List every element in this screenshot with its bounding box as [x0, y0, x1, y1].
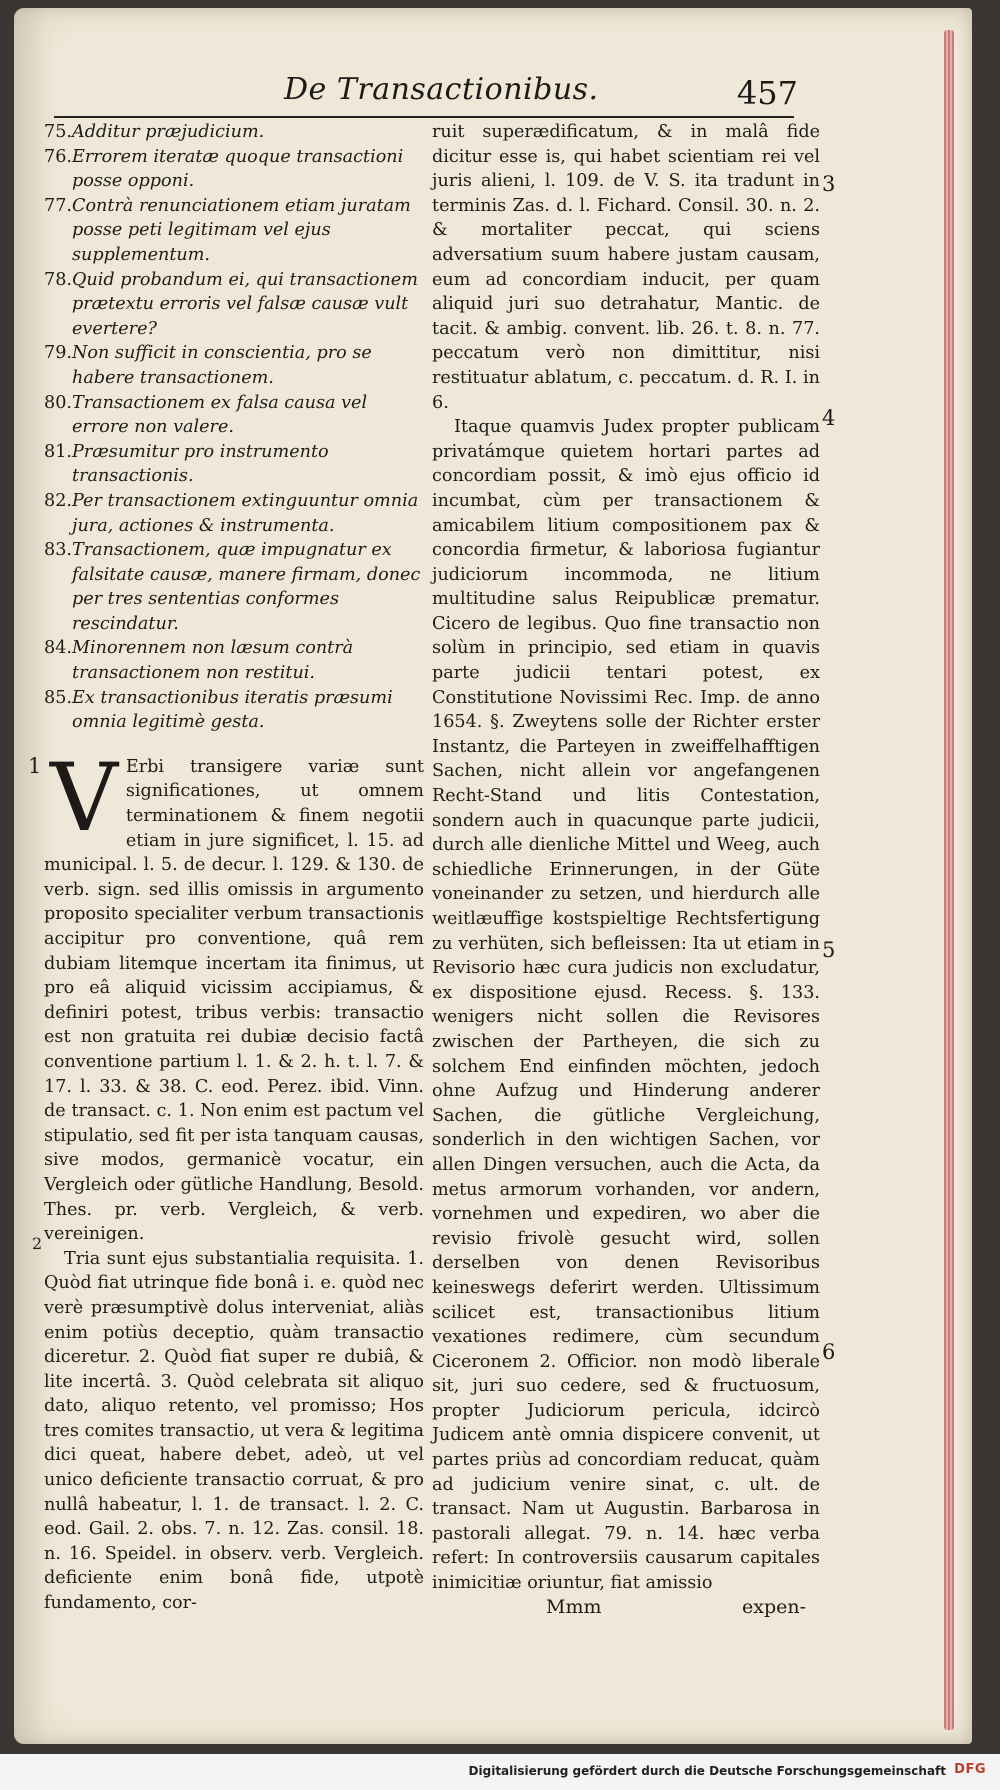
margin-number: 2 — [32, 1234, 43, 1253]
margin-number: 3 — [822, 172, 836, 196]
summary-item: 78. Quid probandum ei, qui transactionem prætextu erroris vel falsæ causæ vult evertere? — [44, 269, 418, 339]
margin-number: 4 — [822, 406, 836, 430]
body-paragraph: Tria sunt ejus substantialia requisita. 1. Quòd fiat utrinque fide bonâ i. e. quòd nec verè præsumptivè dolus interveniat, aliàs enim potiùs deceptio, quàm transactio diceretur. 2. Quòd fiat super re dubiâ, & lite incertâ. 3. Quòd celebrata sit aliquo dato, aliquo retento, vel promisso; Hos tres comites transactio, ut vera & legitima dici queat, habere debet, adeò, ut vel unico deficiente transactio corruat, & pro nullâ habeatur, l. 1. de transact. l. 2. C. eod. Gail. 2. obs. 7. n. 12. Zas. consil. 18. n. 16. Speidel. in observ. verb. Vergleich. deficiente enim bonâ fide, utpotè fundamento, cor- — [44, 1248, 424, 1614]
summary-item: 84. Minorennem non læsum contrà transactionem non restitui. — [44, 638, 354, 684]
page-number: 457 — [736, 74, 798, 112]
page-edge — [944, 30, 954, 1730]
catchword: expen- — [742, 1596, 807, 1618]
right-column — [432, 120, 820, 1596]
book-page — [14, 8, 972, 1744]
summary-item: 82. Per transactionem extinguuntur omnia jura, actiones & instrumenta. — [44, 490, 419, 536]
summary-item: 83. Transactionem, quæ impugnatur ex falsitate causæ, manere firmam, donec per tres sententias conformes rescindatur. — [44, 540, 421, 634]
summary-item: 85. Ex transactionibus iteratis præsumi omnia legitimè gesta. — [44, 687, 393, 733]
margin-number: 1 — [28, 754, 42, 778]
summary-item: 76. Errorem iteratæ quoque transactioni posse opponi. — [44, 146, 404, 192]
dfg-logo: DFG — [954, 1762, 986, 1777]
footer-bar — [0, 1754, 1000, 1790]
margin-number: 6 — [822, 1340, 836, 1364]
summary-item: 80. Transactionem ex falsa causa vel errore non valere. — [44, 392, 368, 438]
summary-item: 77. Contrà renunciationem etiam juratam posse peti legitimam vel ejus supplementum. — [44, 195, 411, 265]
body-paragraph: ruit superædificatum, & in malâ fide dicitur esse is, qui habet scientiam rei vel juris alieni, l. 109. de V. S. ita tradunt in terminis Zas. d. l. Fichard. Consil. 30. n. 2. & mortaliter peccat, qui sciens adversatium suum habere justam causam, eum ad concordiam inducit, per quam aliquid juri suo detrahatur, Mantic. de tacit. & ambig. convent. lib. 26. t. 8. n. 77. peccatum verò non dimittitur, nisi restituatur ablatum, c. peccatum. d. R. I. in 6. — [432, 122, 820, 413]
body-paragraph: Itaque quamvis Judex propter publicam privatámque quietem hortari partes ad concordiam possit, & imò ejus officio id incumbat, cùm per transactionem & amicabilem litium compositionem pax & concordia firmetur, & laboriosa fugiantur judiciorum incommoda, ne litium multitudine salus Reipublicæ prematur. Cicero de legibus. Quo fine transactio non solùm in principio, sed etiam in quavis parte judicii tentari potest, ex Constitutione Novissimi Rec. Imp. de anno 1654. §. Zweytens solle der Richter erster Instantz, die Parteyen in zweiffelhafftigen Sachen, nicht allein vor angefangenen Recht-Stand und litis Contestation, sondern auch in quacunque parte judicii, durch alle dienliche Mittel und Weeg, auch schiedliche Erinnerungen, in der Güte voneinander zu setzen, und hierdurch alle weitlæuffige kostspieltige Rechtsfertigung zu verhüten, sich befleissen: Ita ut etiam in Revisorio hæc cura judicis non excludatur, ex dispositione ejusd. Recess. §. 133. wenigers nicht sollen die Revisores zwischen der Partheyen, die sich zu solchem End einfinden möchten, jedoch ohne Aufzug und Hinderung anderer Sachen, die gütliche Vergleichung, sonderlich in den wichtigen Sachen, vor allen Dingen versuchen, auch die Acta, da metus armorum vorhanden, vor andern, vornehmen und expediren, wo aber die revisio frivolè gesucht wird, sollen derselben von denen Revisoribus keineswegs deferirt werden. Ultissimum scilicet est, transactionibus litium vexationes redimere, cùm secundum Ciceronem 2. Officior. non modò liberale sit, juri suo cedere, sed & fructuosum, propter Judiciorum pericula, idcircò Judicem antè omnia dispicere convenit, ut partes priùs ad concordiam reducat, quàm ad judicium venire sinat, c. ult. de transact. Nam ut Augustin. Barbarosa in pastorali allegat. 79. n. 14. hæc verba refert: In controversiis causarum capitales inimicitiæ oriuntur, fiat amissio — [432, 417, 820, 1594]
margin-number: 5 — [822, 938, 836, 962]
drop-cap: V — [50, 743, 118, 853]
summary-item: 75. Additur præjudicium. — [44, 122, 265, 142]
left-column — [44, 120, 424, 1616]
signature-mark: Mmm — [546, 1596, 602, 1618]
page-header — [54, 70, 798, 118]
summary-item: 81. Præsumitur pro instrumento transactionis. — [44, 441, 329, 487]
paragraph-text: Erbi transigere variæ sunt significationes, ut omnem terminationem & finem negotii etiam in jure significet, l. 15. ad municipal. l. 5. de decur. l. 129. & 130. de verb. sign. sed illis omissis in argumento proposito specialiter verbum transactionis accipitur pro conventione, quâ rem dubiam litemque incertam ita finimus, ut pro eâ aliquid vicissim accipiamus, & definiri potest, tribus verbis: transactio est non gratuita rei dubiæ decisio factâ conventione partium l. 1. & 2. h. t. l. 7. & 17. l. 33. & 38. C. eod. Perez. ibid. Vinn. de transact. c. 1. Non enim est pactum vel stipulatio, sed fit per ista tanquam causas, sive modos, germanicè vocatur, ein Vergleich oder gütliche Handlung, Besold. Thes. pr. verb. Vergleich, & verb. vereinigen. — [44, 756, 424, 1245]
summary-item: 79. Non sufficit in conscientia, pro se habere transactionem. — [44, 343, 372, 388]
body-paragraph — [44, 743, 424, 1247]
footer-credit: Digitalisierung gefördert durch die Deutsche Forschungsgemeinschaft — [468, 1764, 946, 1778]
running-title: De Transactionibus. — [284, 72, 599, 107]
